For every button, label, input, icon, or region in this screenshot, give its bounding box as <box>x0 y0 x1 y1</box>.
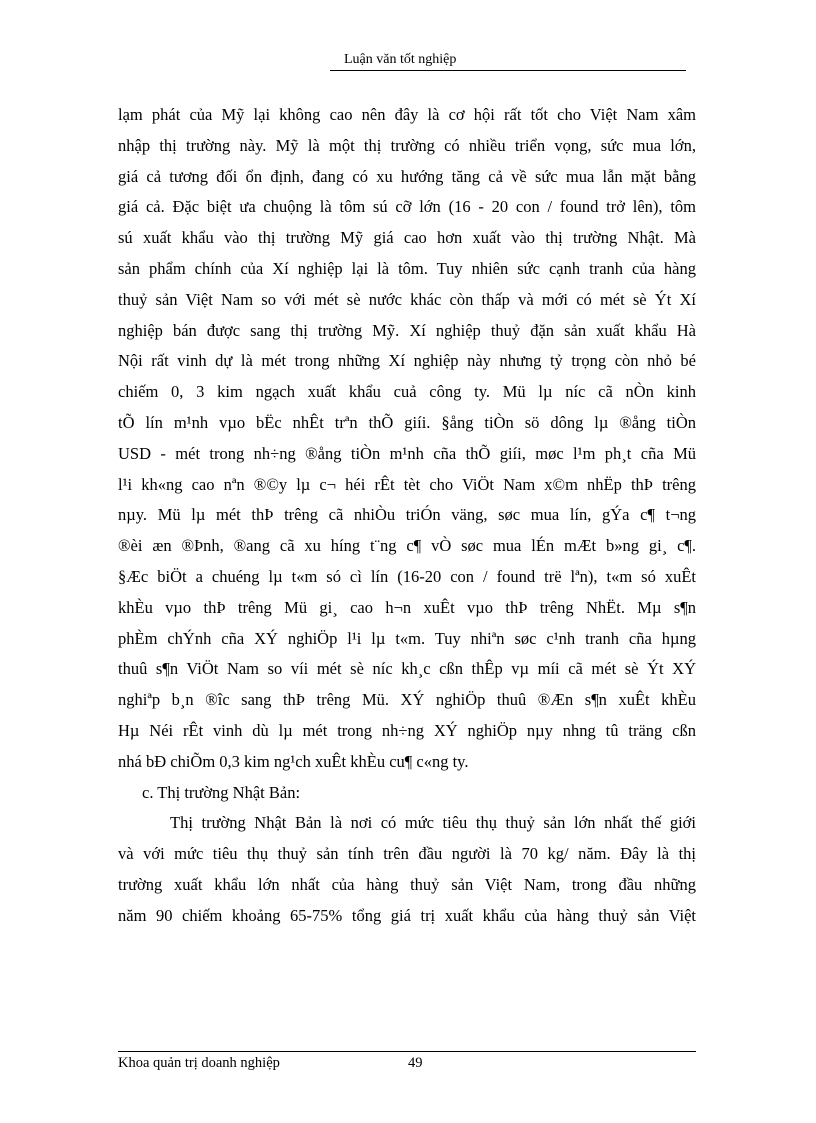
text-line: nghiªp b¸n ®îc sang thÞ trêng Mü. XÝ nghiÖp thuû ®Æn s¶n xuÊt khÈu <box>118 690 696 710</box>
text-line: nµy. Mü lµ mét thÞ trêng cã nhiÒu triÓn väng, søc mua lín, gÝa c¶ t¬ng <box>118 505 696 525</box>
text-line: §Æc biÖt a chuéng lµ t«m só cì lín (16-20 con / found trë lªn), t«m só xuÊt <box>118 566 696 586</box>
text-line: trường xuất khẩu lớn nhất của hàng thuỷ sản Việt Nam, trong đầu những <box>118 874 696 894</box>
text-line: giá cả tương đối ổn định, đang có xu hướng tăng cả về sức mua lẫn mặt bằng <box>118 166 696 186</box>
footer-faculty: Khoa quản trị doanh nghiệp <box>118 1055 280 1071</box>
text-line: giá cả. Đặc biệt ưa chuộng là tôm sú cỡ lớn (16 - 20 con / found trở lên), tôm <box>118 197 696 217</box>
header-title: Luận văn tốt nghiệp <box>344 52 457 67</box>
text-line: thuû s¶n ViÖt Nam so víi mét sè níc kh¸c cßn thÊp vµ míi cã mét sè Ýt XÝ <box>118 659 696 679</box>
section-heading: c. Thị trường Nhật Bản: <box>142 782 301 802</box>
text-line: sản phẩm chính của Xí nghiệp lại là tôm. Tuy nhiên sức cạnh tranh của hàng <box>118 258 696 278</box>
text-line: phÈm chÝnh cña XÝ nghiÖp l¹i lµ t«m. Tuy nhiªn søc c¹nh tranh cña hµng <box>118 628 696 648</box>
footer-rule <box>118 1051 696 1052</box>
text-line: nhập thị trường này. Mỹ là một thị trường có nhiều triển vọng, sức mua lớn, <box>118 135 696 155</box>
header-rule <box>330 70 686 71</box>
text-line: lạm phát của Mỹ lại không cao nên đây là cơ hội rất tốt cho Việt Nam xâm <box>118 105 696 124</box>
text-line: l¹i kh«ng cao nªn ®©y lµ c¬ héi rÊt tèt cho ViÖt Nam x©m nhËp thÞ trêng <box>118 474 696 494</box>
text-line: thuỷ sản Việt Nam so với mét sè nước khác còn thấp và mới có mét sè Ýt Xí <box>118 289 696 309</box>
page-header <box>330 52 686 72</box>
text-line: và với mức tiêu thụ thuỷ sản tính trên đầu người là 70 kg/ năm. Đây là thị <box>118 844 696 864</box>
text-line: Nội rất vinh dự là mét trong những Xí nghiệp này nhưng tỷ trọng còn nhỏ bé <box>118 351 696 371</box>
text-line: khÈu vµo thÞ trêng Mü gi¸ cao h¬n xuÊt vµo thÞ trêng NhËt. Mµ s¶n <box>118 597 696 617</box>
body-text <box>118 100 696 932</box>
text-line: sú xuất khẩu vào thị trường Mỹ giá cao hơn xuất vào thị trường Nhật. Mà <box>118 228 696 248</box>
text-line: nhá bÐ chiÕm 0,3 kim ng¹ch xuÊt khÈu cu¶ c«ng ty. <box>118 751 469 771</box>
page-number: 49 <box>408 1055 423 1071</box>
text-line: USD - mét trong nh÷ng ®ång tiÒn m¹nh cña thÕ giíi, møc l¹m ph¸t cña Mü <box>118 443 696 463</box>
text-line: Hµ Néi rÊt vinh dù lµ mét trong nh÷ng XÝ nghiÖp nµy nhng tû träng cßn <box>118 720 696 740</box>
text-line: ®èi æn ®Þnh, ®ang cã xu híng t¨ng c¶ vÒ søc mua lÉn mÆt b»ng gi¸ c¶. <box>118 536 696 556</box>
text-line: năm 90 chiếm khoảng 65-75% tổng giá trị xuất khẩu của hàng thuỷ sản Việt <box>118 905 696 925</box>
text-line: tÕ lín m¹nh vµo bËc nhÊt trªn thÕ giíi. §ång tiÒn sö dông lµ ®ång tiÒn <box>118 412 696 432</box>
text-line: chiếm 0, 3 kim ngạch xuất khẩu cuả công ty. Mü lµ níc cã nÒn kinh <box>118 382 696 402</box>
text-line: nghiệp bán được sang thị trường Mỹ. Xí nghiệp thuỷ đặn sản xuất khẩu Hà <box>118 320 696 340</box>
text-line: Thị trường Nhật Bản là nơi có mức tiêu thụ thuỷ sản lớn nhất thế giới <box>170 813 696 833</box>
